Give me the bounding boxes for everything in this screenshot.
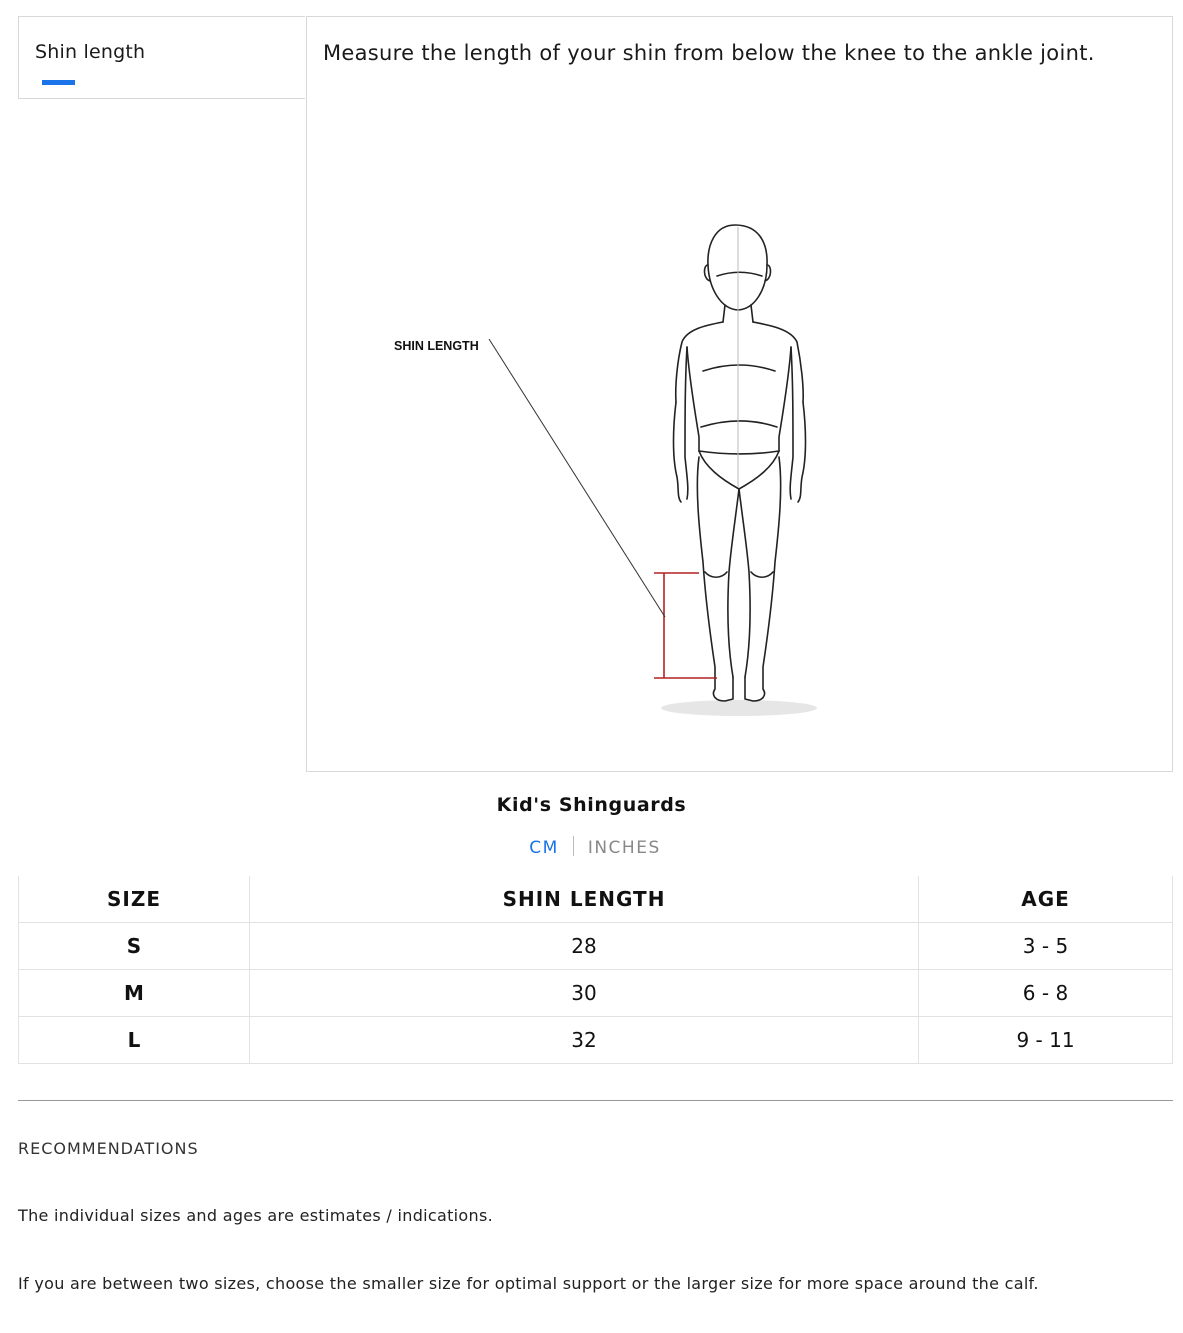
recommendation-text: If you are between two sizes, choose the smaller size for optimal support or the larger size for more space around the calf. xyxy=(18,1274,1039,1293)
active-tab-indicator xyxy=(42,80,75,85)
measurement-instruction: Measure the length of your shin from below the knee to the ankle joint. xyxy=(323,41,1095,65)
shin-length-cell: 28 xyxy=(250,923,919,970)
size-cell: S xyxy=(19,923,250,970)
age-cell: 3 - 5 xyxy=(919,923,1173,970)
body-outline xyxy=(674,225,806,701)
unit-separator xyxy=(573,836,574,856)
column-header-size: SIZE xyxy=(19,876,250,923)
table-header-row xyxy=(19,876,1173,923)
size-table xyxy=(18,876,1173,1064)
tab-shin-length-label: Shin length xyxy=(35,41,146,63)
measurement-panel xyxy=(306,16,1173,772)
unit-cm-button[interactable]: CM xyxy=(529,838,559,858)
size-chart-title: Kid's Shinguards xyxy=(496,794,687,816)
recommendations-heading: RECOMMENDATIONS xyxy=(18,1139,199,1158)
unit-toggle xyxy=(0,836,1183,858)
table-row xyxy=(19,923,1173,970)
measurement-tab-list xyxy=(18,16,305,99)
label-leader-line xyxy=(489,339,665,617)
age-cell: 9 - 11 xyxy=(919,1017,1173,1064)
size-cell: L xyxy=(19,1017,250,1064)
kid-body-illustration xyxy=(307,17,1172,771)
figure-label: SHIN LENGTH xyxy=(394,339,479,353)
section-divider xyxy=(18,1100,1173,1101)
shin-measurement-marker xyxy=(654,573,717,678)
table-row xyxy=(19,1017,1173,1064)
ground-shadow xyxy=(661,700,817,716)
shin-length-cell: 32 xyxy=(250,1017,919,1064)
size-cell: M xyxy=(19,970,250,1017)
column-header-age: AGE xyxy=(919,876,1173,923)
age-cell: 6 - 8 xyxy=(919,970,1173,1017)
recommendation-text: The individual sizes and ages are estimates / indications. xyxy=(18,1206,493,1225)
shin-length-cell: 30 xyxy=(250,970,919,1017)
table-row xyxy=(19,970,1173,1017)
column-header-shin-length: SHIN LENGTH xyxy=(250,876,919,923)
unit-inches-button[interactable]: INCHES xyxy=(587,838,661,858)
